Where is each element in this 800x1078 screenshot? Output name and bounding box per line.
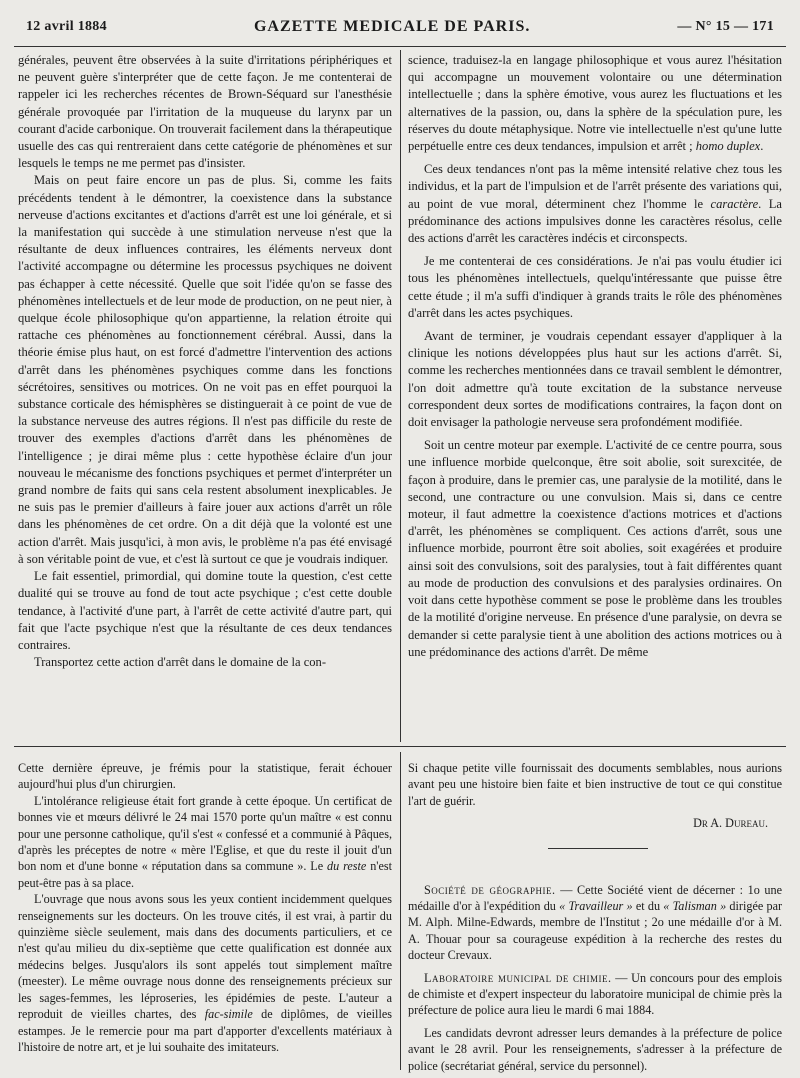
bottom-right-column — [408, 760, 782, 1074]
column-divider — [400, 50, 401, 742]
section-rule — [14, 746, 786, 747]
header-rule — [14, 46, 786, 47]
paragraph: Si chaque petite ville fournissait des documents semblables, nous aurions avant peu une histoire bien faite et bien instructive de tout ce qui constitue l'art de guérir. — [408, 761, 782, 808]
issue-date: 12 avril 1884 — [26, 19, 107, 34]
emphasis: « Talisman » — [663, 899, 727, 914]
emphasis: homo duplex — [695, 139, 761, 154]
bottom-left-column — [18, 760, 392, 1055]
text: et du — [635, 899, 661, 914]
news-item — [408, 970, 782, 1019]
emphasis: du reste — [327, 859, 367, 874]
paragraph: Cette dernière épreuve, je frémis pour la statistique, ferait échouer aujourd'hui plus d'un chirurgien. — [18, 761, 392, 792]
paragraph: générales, peuvent être observées à la suite d'irritations périphériques et ne peuvent guère s'interpréter que de cette façon. Je me contenterai de rappeler ici les recherches récentes de Brown-Séquard sur l'anesthésie générale provoquée par l'irritation de la muqueuse du larynx par un courant d'acide carbonique. On trouverait facilement dans la thérapeutique usuelle des cas qui rentreraient dans cette catégorie de phénomènes et sur lesquels le temps ne me permet pas d'insister. — [18, 53, 392, 171]
separator-rule — [548, 848, 648, 849]
paragraph — [408, 52, 782, 155]
issue-page-number: — N° 15 — 171 — [677, 19, 774, 34]
paragraph: Les candidats devront adresser leurs demandes à la préfecture de police avant le 28 avril. Pour les renseignements, s'adresser à la préfecture de police (secrétariat général, service du personnel). — [408, 1025, 782, 1073]
paragraph: Je me contenterai de ces considérations. Je n'ai pas voulu étudier ici tous les phénomènes intellectuels, quelqu'intéressante que puisse être cette étude ; il m'a suffi d'indiquer à grands traits le rôle des phénomènes d'arrêt dans les actes psychiques. — [408, 254, 782, 320]
running-header — [26, 10, 774, 44]
text: L'intolérance religieuse était fort grande à cette époque. Un certificat de bonnes vie et mœurs délivré le 24 mai 1570 porte qu'un maître « est connu pour une personne catholique, qu'il s'est « confessé et a communié à Pâques, d'après les préceptes de notre « mère l'Eglise, et que du reste il jouit d'un bon nom et d'une bonne « réputation dans sa commune ». Le — [18, 793, 392, 874]
text: dirigée par M. Alph. Milne-Edwards, membre de l'Institut ; 2o une médaille d'or à M. A. Thouar pour sa courageuse expédition à la recherche des restes du docteur Crevaux. — [408, 899, 783, 963]
paragraph: Le fait essentiel, primordial, qui domine toute la question, c'est cette dualité qui se trouve au fond de tout acte psychique ; c'est cette double tendance, à l'activité d'une part, à l'arrêt de cette activité d'autre part, qui fait que l'acte psychique n'est que la résultante de ces deux tendances contraires. — [18, 569, 392, 652]
column-divider — [400, 752, 401, 1070]
news-heading: Société de géographie. — [424, 882, 556, 897]
text: science, traduisez-la en langage philosophique et vous aurez l'hésitation qui accompagne un mouvement volontaire ou une détermination intellectuelle ; dans la sphère émotive, vous aurez les fluctuations et les alternatives de la passion, ou, dans la sphère de la spéculation pure, les réserves du doute métaphysique. Notre vie intellectuelle n'est qu'une lutte perpétuelle entre ces deux tendances, impulsion et arrêt ; — [408, 53, 782, 154]
paragraph — [18, 891, 392, 1055]
news-heading: Laboratoire municipal de chimie. — [424, 970, 612, 985]
text: — Cette Société vient de décerner : 1o une médaille d'or à l'expédition du — [408, 882, 783, 914]
emphasis: fac-simile — [204, 1007, 253, 1022]
text: Ces deux tendances n'ont pas la même intensité relative chez tous les individus, et la part de l'impulsion et de l'arrêt présente des variations qui, au point de vue moral, déterminent chez l'homme le — [408, 162, 782, 211]
text: L'ouvrage que nous avons sous les yeux contient incidemment quelques renseignements sur les docteurs. On les trouve cités, il est vrai, à partir du quinzième siècle seulement, mais dans des documents particuliers, et ce n'est qu'au milieu du dix-septième que cette qualification est donnée aux médecins belges. Jusqu'alors ils sont appelés tout simplement maître (meester). Le même ouvrage nous donne des renseignements précieux sur les sages-femmes, les léproseries, les épidémies de peste. L'auteur a reproduit de vieilles chartes, des — [18, 892, 392, 1022]
paragraph: Avant de terminer, je voudrais cependant essayer d'appliquer à la clinique les notions développées plus haut sur les actions d'arrêt. Si, comme les recherches mentionnées dans ce travail semblent le démontrer, l'on doit admettre qu'à toute excitation de la substance nerveuse correspondent deux sortes de modifications contraires, la façon dont on doit envisager la pathologie nerveuse sera profondément modifiée. — [408, 329, 782, 430]
emphasis: « Travailleur » — [559, 899, 633, 914]
journal-title: GAZETTE MEDICALE DE PARIS. — [253, 18, 531, 35]
news-item — [408, 882, 782, 964]
paragraph: Soit un centre moteur par exemple. L'activité de ce centre pourra, sous une influence morbide quelconque, être soit abolie, soit surexcitée, de façon à produire, dans le premier cas, une paralysie de la motilité, dans le second, une contracture ou une convulsion. Mais si, dans ce centre moteur, il faut admettre la coexistence d'actions motrices et d'actions d'arrêt, les phénomènes se compliquent. Ces actions d'arrêt, sous une influence morbide, pourront être soit abolies, soit exagérées et produire ainsi soit des convulsions, soit des paralysies, tout à fait différentes quant au mode de production des convulsions et des paralysies ordinaires. On voit dans cette hypothèse comment se pose le problème dans les troubles de la motilité d'origine nerveuse. En présence d'une paralysie, on devra se demander si cette paralysie tient à une abolition des actions motrices ou à une prédominance des actions d'arrêt. De même — [408, 438, 782, 659]
paragraph: Mais on peut faire encore un pas de plus. Si, comme les faits précédents tendent à le démontrer, la coexistence dans la substance nerveuse d'actions excitantes et d'actions d'arrêt est une loi générale, et si la manifestation qui succède à une stimulation nerveuse n'est que la résultante de deux influences contraires, les éléments nerveux dont l'activité accompagne ou détermine les processus psychiques ne doivent pas échapper à cette nécessité. Quelle que soit l'idée qu'on se fasse des phénomènes intellectuels et de leur mode de production, on ne peut nier, à quelque école philosophique qu'on appartienne, la relation étroite qui rattache ces phénomènes au fonctionnement cérébral. Aussi, dans la théorie émise plus haut, on est forcé d'admettre l'intervention des actions d'arrêt dans les phénomènes psychiques comme dans les fonctions sécrétoires, sensitives ou motrices. On ne voit pas en effet pourquoi la substance corticale des hémisphères se distinguerait à ce point de vue de la substance nerveuse des autres régions. Il n'est pas difficile du reste de trouver des exemples d'actions d'arrêt dans les phénomènes de l'intelligence ; je dirai même plus : cette hypothèse éclaire d'un jour nouveau le mécanisme des fonctions psychiques et permet d'interpréter un grand nombre de faits qui sans cela restent absolument inexplicables. Je ne suis pas le premier d'ailleurs à faire jouer aux actions d'arrêt un rôle dans les phénomènes de cet ordre. On a dit déjà que la volonté est une action d'arrêt. Mais jusqu'ici, à mon avis, le problème n'a pas été envisagé à son véritable point de vue, et c'est là surtout ce que je voudrais indiquer. — [18, 173, 392, 566]
paragraph — [18, 793, 392, 891]
left-column — [18, 52, 392, 671]
right-column — [408, 52, 782, 661]
paragraph — [408, 161, 782, 247]
text: n'est peut-être pas à sa place. — [18, 859, 393, 890]
text: . — [760, 139, 764, 154]
text: de diplômes, de vieilles estampes. Je le remercie pour ma part d'apporter d'excellents matériaux à l'histoire de notre art, et je lui souhaite des imitateurs. — [18, 1007, 392, 1054]
paragraph: Transportez cette action d'arrêt dans le domaine de la con- — [34, 655, 327, 670]
text: — Un concours pour des emplois de chimiste et d'expert inspecteur du laboratoire municipal de chimie près la préfecture de police aura lieu le mardi 6 mai 1884. — [408, 970, 783, 1018]
emphasis: caractère — [710, 196, 759, 211]
author-signature: Dr A. Dureau. — [693, 816, 768, 831]
text: . La prédominance des actions impulsives donne les caractères résolus, celle des actions d'arrêt les caractères indécis et circonspects. — [408, 196, 782, 246]
